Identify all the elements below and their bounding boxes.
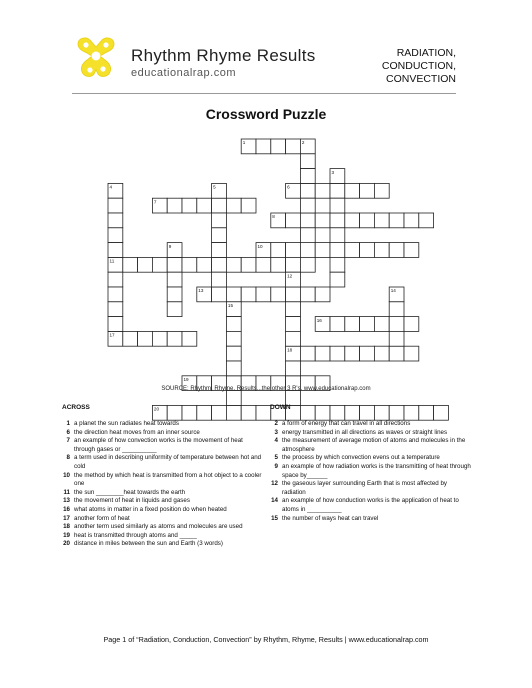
grid-cell[interactable]	[197, 198, 212, 213]
clue-text: the movement of heat in liquids and gases	[74, 497, 190, 505]
grid-cell[interactable]	[360, 183, 375, 198]
grid-cell[interactable]	[271, 257, 286, 272]
clue-down-3	[266, 429, 472, 438]
grid-cell[interactable]	[315, 183, 330, 198]
grid-cell[interactable]	[286, 317, 301, 332]
grid-cell[interactable]	[300, 154, 315, 169]
grid-cell[interactable]	[226, 317, 241, 332]
clue-text: distance in miles between the sun and Earth (3 words)	[74, 540, 223, 548]
grid-cell[interactable]	[167, 272, 182, 287]
grid-cell[interactable]	[286, 361, 301, 376]
grid-cell[interactable]	[167, 257, 182, 272]
grid-cell[interactable]	[256, 257, 271, 272]
grid-clue-number: 12	[287, 273, 293, 279]
grid-cell[interactable]	[330, 272, 345, 287]
grid-cell[interactable]	[182, 257, 197, 272]
clue-number: 12	[271, 480, 278, 488]
grid-cell[interactable]	[389, 213, 404, 228]
grid-cell[interactable]	[389, 317, 404, 332]
grid-cell[interactable]	[226, 257, 241, 272]
clue-text: an example of how conduction works is the application of heat to atoms in __________	[282, 497, 459, 513]
grid-clue-number: 13	[198, 288, 204, 294]
grid-cell[interactable]	[241, 198, 256, 213]
grid-cell[interactable]	[108, 272, 123, 287]
grid-cell[interactable]	[300, 243, 315, 258]
grid-cell[interactable]	[404, 405, 419, 420]
grid-cell[interactable]	[256, 139, 271, 154]
grid-clue-number: 20	[153, 406, 160, 412]
grid-clue-number: 7	[153, 199, 157, 205]
grid-cell[interactable]	[315, 243, 330, 258]
grid-clue-number: 8	[272, 214, 275, 220]
puzzle-source: SOURCE: Rhythm, Rhyme, Results...the other 3 R's. www.educationalrap.com	[161, 386, 371, 392]
clue-text: heat is transmitted through atoms and _____	[74, 531, 197, 539]
clue-text: a form of energy that can travel in all directions	[282, 420, 411, 427]
clue-across-13	[58, 497, 262, 506]
grid-clue-number: 4	[109, 184, 113, 190]
grid-cell[interactable]	[256, 405, 271, 420]
grid-cell[interactable]	[212, 243, 227, 258]
grid-cell[interactable]	[300, 183, 315, 198]
clue-number: 5	[274, 454, 278, 462]
grid-cell[interactable]	[360, 346, 375, 361]
grid-cell[interactable]	[300, 257, 315, 272]
grid-cell[interactable]	[108, 317, 123, 332]
grid-cell[interactable]	[138, 331, 153, 346]
clue-across-20	[58, 540, 262, 549]
grid-cell[interactable]	[167, 331, 182, 346]
grid-cell[interactable]	[167, 287, 182, 302]
clue-number: 3	[274, 428, 278, 436]
grid-cell[interactable]	[315, 287, 330, 302]
grid-cell[interactable]	[108, 213, 123, 228]
grid-cell[interactable]	[330, 198, 345, 213]
grid-cell[interactable]	[152, 257, 167, 272]
clue-number: 1	[66, 420, 70, 427]
grid-cell[interactable]	[152, 331, 167, 346]
grid-cell[interactable]	[108, 243, 123, 258]
grid-cell[interactable]	[212, 213, 227, 228]
grid-cell[interactable]	[300, 287, 315, 302]
grid-cell[interactable]	[286, 243, 301, 258]
grid-clue-number: 1	[242, 140, 246, 146]
clue-number: 8	[66, 454, 70, 462]
grid-cell[interactable]	[300, 346, 315, 361]
grid-cell[interactable]	[197, 257, 212, 272]
grid-cell[interactable]	[226, 391, 241, 406]
grid-cell[interactable]	[360, 213, 375, 228]
topic-line: CONVECTION	[385, 73, 456, 85]
grid-cell[interactable]	[212, 257, 227, 272]
clue-number: 18	[63, 523, 70, 531]
grid-cell[interactable]	[300, 169, 315, 184]
down-heading: DOWN	[270, 404, 291, 411]
clue-across-19	[58, 532, 262, 541]
grid-cell[interactable]	[374, 317, 389, 332]
grid-clue-number: 5	[213, 184, 216, 190]
grid-clue-number: 14	[390, 288, 396, 294]
grid-cell[interactable]	[212, 272, 227, 287]
grid-cell[interactable]	[271, 139, 286, 154]
grid-cell[interactable]	[404, 346, 419, 361]
clue-text: the sun ________heat towards the earth	[74, 488, 186, 496]
grid-cell[interactable]	[345, 405, 360, 420]
grid-cell[interactable]	[360, 243, 375, 258]
grid-cell[interactable]	[226, 198, 241, 213]
clue-across-7	[58, 437, 262, 454]
grid-cell[interactable]	[389, 302, 404, 317]
clue-number: 7	[66, 437, 70, 445]
clue-text: another term used similarly as atoms and molecules are used	[74, 523, 243, 531]
grid-cell[interactable]	[404, 213, 419, 228]
grid-cell[interactable]	[123, 331, 138, 346]
grid-clue-number: 6	[287, 184, 290, 190]
clue-number: 10	[63, 471, 70, 479]
clue-text: an example of how radiation works is the transmitting of heat through space by______	[282, 462, 471, 479]
grid-cell[interactable]	[241, 287, 256, 302]
grid-cell[interactable]	[389, 346, 404, 361]
page-footer: Page 1 of “Radiation, Conduction, Convection” by Rhythm, Rhyme, Results | www.educationalrap.com	[103, 635, 429, 644]
grid-cell[interactable]	[286, 213, 301, 228]
clue-down-15	[266, 515, 472, 524]
grid-cell[interactable]	[345, 317, 360, 332]
clue-number: 9	[274, 462, 278, 470]
grid-cell[interactable]	[300, 198, 315, 213]
clue-number: 4	[274, 437, 278, 445]
brand-title: Rhythm Rhyme Results	[131, 46, 316, 65]
clue-text: an example of how convection works is the movement of heat through gases or __________	[74, 437, 243, 453]
clue-text: a planet the sun radiates heat towards	[74, 420, 179, 427]
topic-line: RADIATION,	[396, 47, 456, 59]
grid-cell[interactable]	[374, 213, 389, 228]
grid-cell[interactable]	[345, 183, 360, 198]
clue-number: 15	[271, 514, 278, 522]
clue-text: a term used in describing uniformity of temperature between hot and cold	[74, 454, 262, 470]
clue-down-2	[266, 420, 472, 429]
clue-text: another form of heat	[74, 514, 130, 522]
grid-cell[interactable]	[226, 331, 241, 346]
grid-clue-number: 3	[331, 169, 335, 175]
grid-cell[interactable]	[434, 405, 449, 420]
grid-cell[interactable]	[360, 405, 375, 420]
grid-cell[interactable]	[389, 405, 404, 420]
grid-cell[interactable]	[256, 287, 271, 302]
clue-number: 6	[66, 428, 70, 436]
grid-clue-number: 15	[227, 303, 234, 308]
grid-cell[interactable]	[212, 405, 227, 420]
grid-cell[interactable]	[345, 346, 360, 361]
clue-number: 14	[271, 497, 278, 505]
grid-cell[interactable]	[241, 405, 256, 420]
grid-cell[interactable]	[330, 257, 345, 272]
grid-cell[interactable]	[286, 302, 301, 317]
grid-cell[interactable]	[404, 317, 419, 332]
grid-cell[interactable]	[360, 317, 375, 332]
grid-clue-number: 2	[301, 140, 305, 146]
grid-cell[interactable]	[226, 287, 241, 302]
grid-cell[interactable]	[330, 243, 345, 258]
grid-cell[interactable]	[226, 346, 241, 361]
grid-clue-number: 11	[109, 258, 115, 264]
grid-cell[interactable]	[330, 183, 345, 198]
grid-cell[interactable]	[330, 228, 345, 243]
grid-cell[interactable]	[167, 198, 182, 213]
grid-cell[interactable]	[419, 213, 434, 228]
grid-cell[interactable]	[374, 346, 389, 361]
grid-cell[interactable]	[212, 287, 227, 302]
clue-number: 16	[63, 505, 70, 513]
grid-cell[interactable]	[226, 405, 241, 420]
clue-across-17	[58, 515, 262, 524]
clue-across-16	[58, 506, 262, 515]
grid-cell[interactable]	[330, 346, 345, 361]
grid-cell[interactable]	[286, 139, 301, 154]
clue-text: the direction heat moves from an inner source	[74, 428, 200, 436]
clue-down-12	[266, 480, 472, 497]
grid-cell[interactable]	[300, 228, 315, 243]
clue-number: 11	[63, 488, 70, 496]
grid-clue-number: 16	[316, 317, 322, 323]
clue-number: 20	[63, 540, 70, 548]
grid-cell[interactable]	[315, 405, 330, 420]
puzzle-title: Crossword Puzzle	[205, 106, 327, 122]
topic-line: CONDUCTION,	[381, 60, 456, 72]
grid-cell[interactable]	[108, 287, 123, 302]
clue-across-6	[58, 429, 262, 438]
clue-across-10	[58, 472, 262, 489]
clue-number: 13	[63, 497, 70, 505]
grid-cell[interactable]	[419, 405, 434, 420]
clue-down-5	[266, 454, 472, 463]
clue-across-8	[58, 454, 262, 471]
grid-clue-number: 19	[183, 377, 189, 382]
grid-cell[interactable]	[182, 405, 197, 420]
grid-cell[interactable]	[286, 287, 301, 302]
grid-cell[interactable]	[389, 331, 404, 346]
grid-cell[interactable]	[286, 331, 301, 346]
grid-clue-number: 17	[109, 332, 115, 338]
grid-cell[interactable]	[108, 302, 123, 317]
grid-cell[interactable]	[330, 213, 345, 228]
clue-down-14	[266, 497, 472, 514]
clue-number: 17	[63, 514, 70, 522]
grid-clue-number: 10	[257, 243, 263, 249]
grid-cell[interactable]	[374, 183, 389, 198]
grid-cell[interactable]	[404, 243, 419, 258]
clue-text: what atoms in matter in a fixed position do when heated	[74, 505, 227, 513]
grid-cell[interactable]	[330, 317, 345, 332]
clue-number: 2	[274, 420, 278, 427]
clue-text: the measurement of average motion of atoms and molecules in the atmosphere	[282, 437, 466, 453]
grid-cell[interactable]	[138, 257, 153, 272]
grid-cell[interactable]	[197, 405, 212, 420]
grid-cell[interactable]	[315, 346, 330, 361]
grid-cell[interactable]	[123, 257, 138, 272]
grid-cell[interactable]	[286, 257, 301, 272]
grid-clue-number: 9	[168, 243, 172, 249]
grid-cell[interactable]	[182, 331, 197, 346]
grid-cell[interactable]	[212, 198, 227, 213]
grid-cell[interactable]	[226, 361, 241, 376]
grid-cell[interactable]	[330, 405, 345, 420]
grid-cell[interactable]	[315, 213, 330, 228]
clue-across-18	[58, 523, 262, 532]
clue-across-11	[58, 489, 262, 498]
grid-cell[interactable]	[108, 228, 123, 243]
grid-cell[interactable]	[300, 213, 315, 228]
brand-url: educationalrap.com	[131, 67, 237, 79]
down-clues	[266, 420, 472, 523]
grid-cell[interactable]	[389, 243, 404, 258]
grid-cell[interactable]	[182, 198, 197, 213]
grid-cell[interactable]	[345, 213, 360, 228]
across-clues	[58, 420, 262, 549]
grid-cell[interactable]	[167, 302, 182, 317]
grid-clue-number: 18	[287, 347, 293, 353]
grid-cell[interactable]	[374, 243, 389, 258]
clue-text: the number of ways heat can travel	[282, 514, 379, 522]
grid-cell[interactable]	[374, 405, 389, 420]
clue-text: the method by which heat is transmitted from a hot object to a cooler one	[74, 471, 262, 488]
clue-down-9	[266, 463, 472, 480]
grid-cell[interactable]	[300, 405, 315, 420]
clue-number: 19	[63, 531, 70, 539]
grid-cell[interactable]	[212, 228, 227, 243]
grid-cell[interactable]	[271, 243, 286, 258]
grid-cell[interactable]	[241, 257, 256, 272]
grid-cell[interactable]	[271, 287, 286, 302]
grid-cell[interactable]	[345, 243, 360, 258]
clue-text: energy transmitted in all directions as waves or straight lines	[282, 428, 448, 436]
clue-text: the gaseous layer surrounding Earth that is most affected by radiation	[282, 480, 447, 496]
clue-down-4	[266, 437, 472, 454]
across-heading: ACROSS	[62, 404, 90, 411]
clue-across-1	[58, 420, 262, 429]
grid-cell[interactable]	[167, 405, 182, 420]
clue-text: the process by which convection evens out a temperature	[282, 454, 440, 462]
grid-cell[interactable]	[108, 198, 123, 213]
